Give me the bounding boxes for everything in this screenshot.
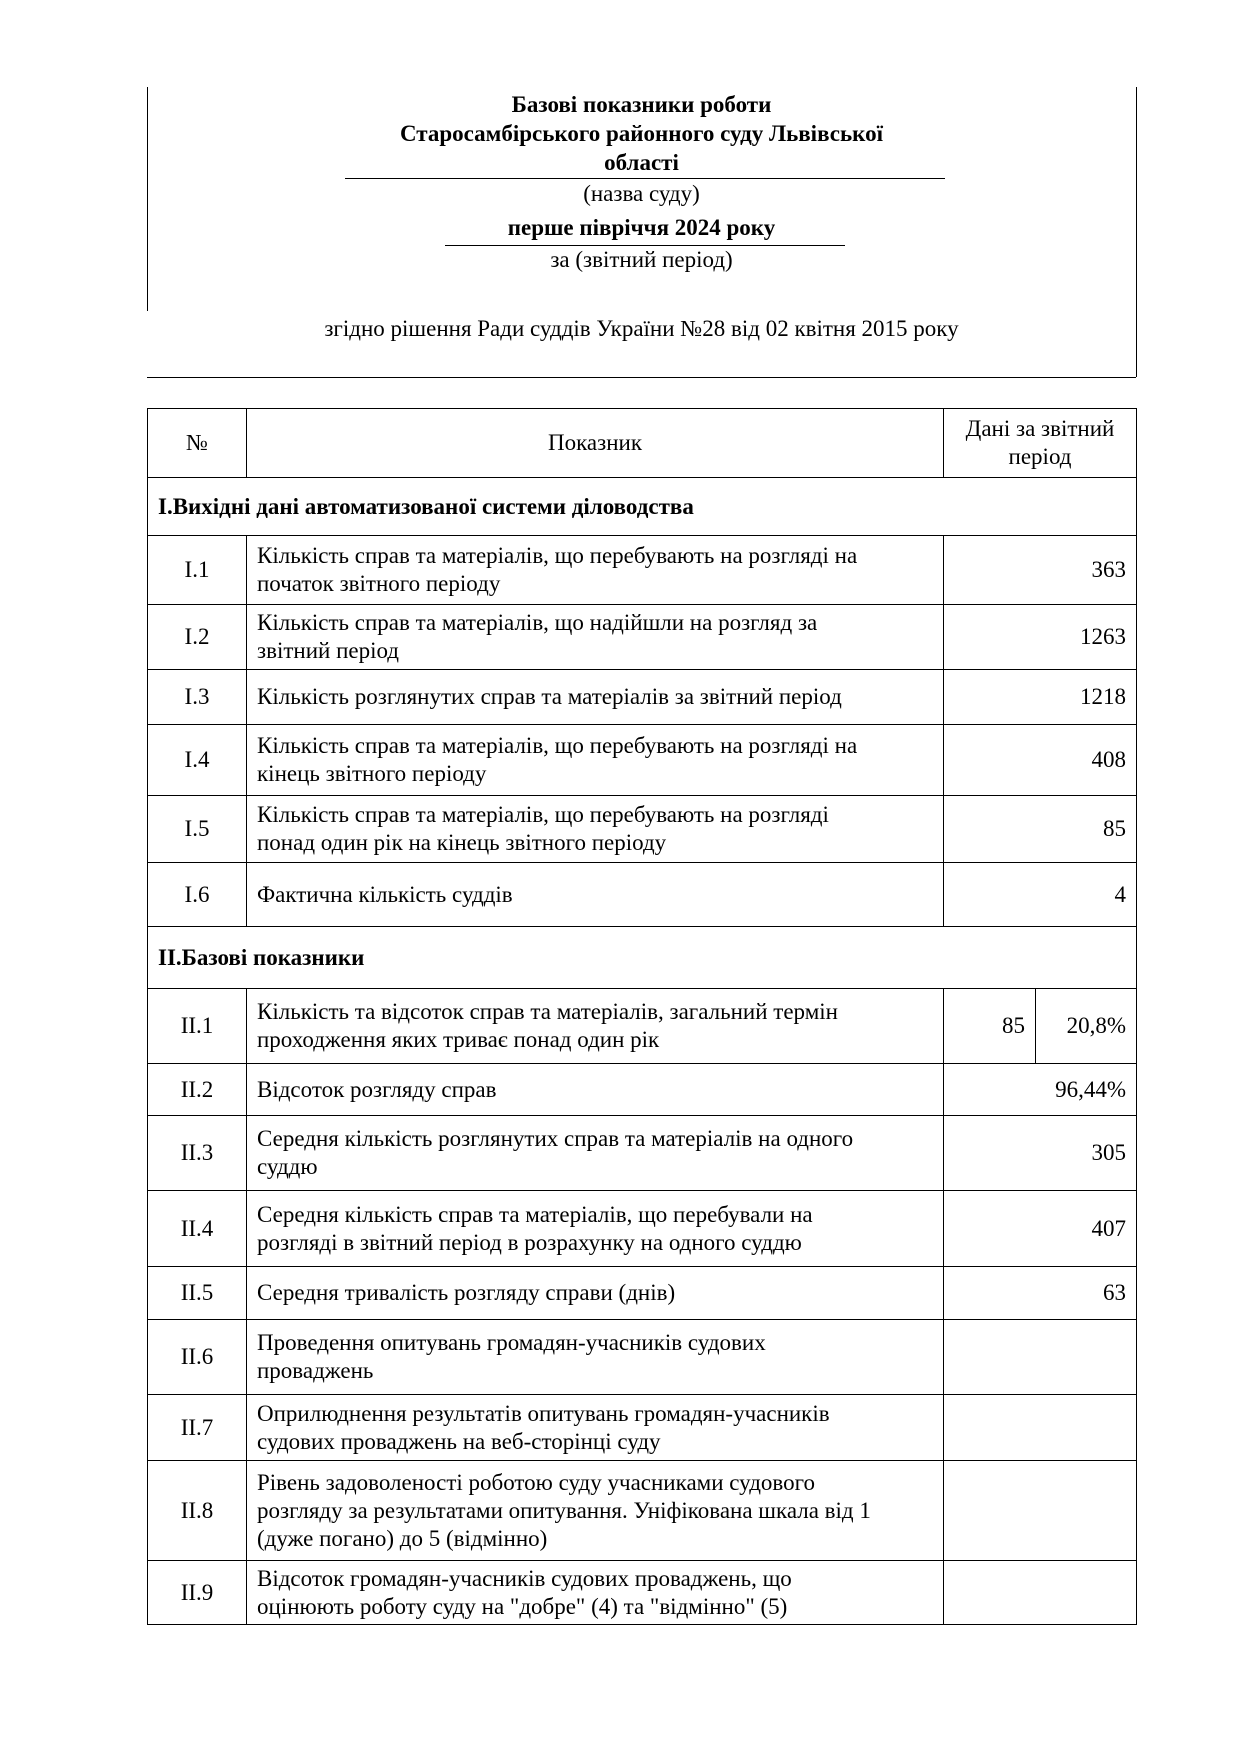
row-indicator [247, 670, 944, 725]
row-number: ІІ.9 [148, 1561, 247, 1625]
table-row [148, 989, 1137, 1064]
row-indicator [247, 863, 944, 927]
indicator-line: звітний період [257, 638, 400, 663]
table-row [148, 1461, 1137, 1561]
row-indicator [247, 1320, 944, 1395]
table-row [148, 863, 1137, 927]
title-line-2: Старосамбірського районного суду Львівської [400, 121, 883, 146]
period-underline [445, 245, 845, 246]
row-number: ІІ.6 [148, 1320, 247, 1395]
row-indicator [247, 605, 944, 670]
row-indicator [247, 1395, 944, 1461]
row-indicator [247, 1561, 944, 1625]
table-row [148, 1267, 1137, 1320]
indicator-line: Оприлюднення результатів опитувань громадян-учасників [257, 1400, 830, 1426]
indicator-line: Відсоток громадян-учасників судових проваджень, що [257, 1565, 792, 1591]
row-value: 1263 [944, 605, 1137, 670]
row-number: ІІ.5 [148, 1267, 247, 1320]
table-row [148, 605, 1137, 670]
indicator-line: Кількість справ та матеріалів, що перебувають на розгляді [257, 802, 829, 827]
table-row [148, 1064, 1137, 1116]
indicator-line: кінець звітного періоду [257, 761, 487, 786]
row-indicator [247, 536, 944, 605]
row-number: ІІ.4 [148, 1191, 247, 1267]
indicator-line: судових проваджень на веб-сторінці суду [257, 1428, 661, 1454]
indicator-line: суддю [257, 1154, 318, 1179]
table-row [148, 670, 1137, 725]
row-value: 4 [944, 863, 1137, 927]
row-value [944, 1320, 1137, 1395]
row-indicator [247, 1461, 944, 1561]
row-indicator [247, 725, 944, 796]
row-indicator [247, 1116, 944, 1191]
report-period: перше півріччя 2024 року [507, 215, 776, 240]
row-number: ІІ.2 [148, 1064, 247, 1116]
row-number: І.2 [148, 605, 247, 670]
table-row [148, 725, 1137, 796]
row-value-count: 85 [944, 989, 1036, 1064]
row-number: І.5 [148, 796, 247, 863]
table-row [148, 1395, 1137, 1461]
indicator-line: Рівень задоволеності роботою суду учасниками судового [257, 1469, 815, 1495]
column-header-number: № [148, 409, 247, 478]
row-value-percent: 20,8% [1036, 989, 1137, 1064]
section-row [148, 478, 1137, 536]
row-value: 363 [944, 536, 1137, 605]
indicator-line: Фактична кількість суддів [257, 881, 513, 907]
row-number: І.4 [148, 725, 247, 796]
indicator-line: проваджень [257, 1358, 374, 1383]
row-value: 407 [944, 1191, 1137, 1267]
indicator-line: Кількість справ та матеріалів, що перебувають на розгляді на [257, 543, 858, 568]
indicator-line: початок звітного періоду [257, 571, 501, 596]
row-indicator [247, 1267, 944, 1320]
table-row [148, 1561, 1137, 1625]
decision-reference: згідно рішення Ради суддів України №28 від 02 квітня 2015 року [324, 316, 959, 341]
row-number: І.1 [148, 536, 247, 605]
row-number: ІІ.7 [148, 1395, 247, 1461]
row-value: 63 [944, 1267, 1137, 1320]
row-indicator [247, 796, 944, 863]
indicator-line: Середня кількість розглянутих справ та матеріалів на одного [257, 1126, 854, 1151]
row-number: ІІ.8 [148, 1461, 247, 1561]
title-line-3: області [604, 150, 679, 175]
section-title: І.Вихідні дані автоматизованої системи діловодства [148, 478, 1137, 536]
row-indicator [247, 989, 944, 1064]
indicators-table [147, 408, 1137, 1625]
table-row [148, 536, 1137, 605]
row-value: 408 [944, 725, 1137, 796]
column-header-value [944, 409, 1137, 478]
indicator-line: оцінюють роботу суду на "добре" (4) та "відмінно" (5) [257, 1593, 788, 1619]
row-value: 305 [944, 1116, 1137, 1191]
indicator-line: Кількість розглянутих справ та матеріалів за звітний період [257, 684, 842, 709]
indicator-line: Кількість справ та матеріалів, що надійшли на розгляд за [257, 610, 818, 635]
section-row [148, 927, 1137, 989]
row-indicator [247, 1191, 944, 1267]
indicator-line: Відсоток розгляду справ [257, 1076, 497, 1102]
section-title: ІІ.Базові показники [148, 927, 1137, 989]
court-caption: (назва суду) [583, 181, 700, 206]
column-header-value-line1: Дані за звітний [965, 416, 1115, 441]
title-line-1: Базові показники роботи [511, 92, 772, 117]
row-value: 1218 [944, 670, 1137, 725]
row-value [944, 1395, 1137, 1461]
row-value: 96,44% [944, 1064, 1137, 1116]
table-row [148, 1320, 1137, 1395]
column-header-value-line2: період [1008, 444, 1072, 469]
indicator-line: Кількість справ та матеріалів, що перебувають на розгляді на [257, 733, 858, 758]
court-name-underline [345, 178, 945, 179]
indicator-line: понад один рік на кінець звітного періоду [257, 830, 667, 855]
document-title [147, 90, 1136, 177]
table-row [148, 796, 1137, 863]
frame-bottom-line [147, 377, 1136, 378]
indicator-line: Середня кількість справ та матеріалів, що перебували на [257, 1201, 813, 1227]
row-indicator [247, 1064, 944, 1116]
row-number: І.3 [148, 670, 247, 725]
row-number: ІІ.1 [148, 989, 247, 1064]
table-row [148, 1191, 1137, 1267]
indicator-line: Кількість та відсоток справ та матеріалів, загальний термін [257, 999, 838, 1024]
row-number: І.6 [148, 863, 247, 927]
indicator-line: розгляду за результатами опитування. Уніфікована шкала від 1 [257, 1497, 871, 1523]
indicator-line: Проведення опитувань громадян-учасників судових [257, 1330, 766, 1355]
indicator-line: Середня тривалість розгляду справи (днів) [257, 1280, 676, 1305]
indicator-line: проходження яких триває понад один рік [257, 1027, 660, 1052]
row-value [944, 1461, 1137, 1561]
period-caption: за (звітний період) [550, 247, 733, 272]
indicator-line: розгляді в звітний період в розрахунку на одного суддю [257, 1229, 802, 1255]
indicator-line: (дуже погано) до 5 (відмінно) [257, 1525, 548, 1551]
column-header-indicator: Показник [247, 409, 944, 478]
table-header-row [148, 409, 1137, 478]
row-value: 85 [944, 796, 1137, 863]
row-number: ІІ.3 [148, 1116, 247, 1191]
row-value [944, 1561, 1137, 1625]
table-row [148, 1116, 1137, 1191]
frame-right-line [1136, 87, 1137, 377]
